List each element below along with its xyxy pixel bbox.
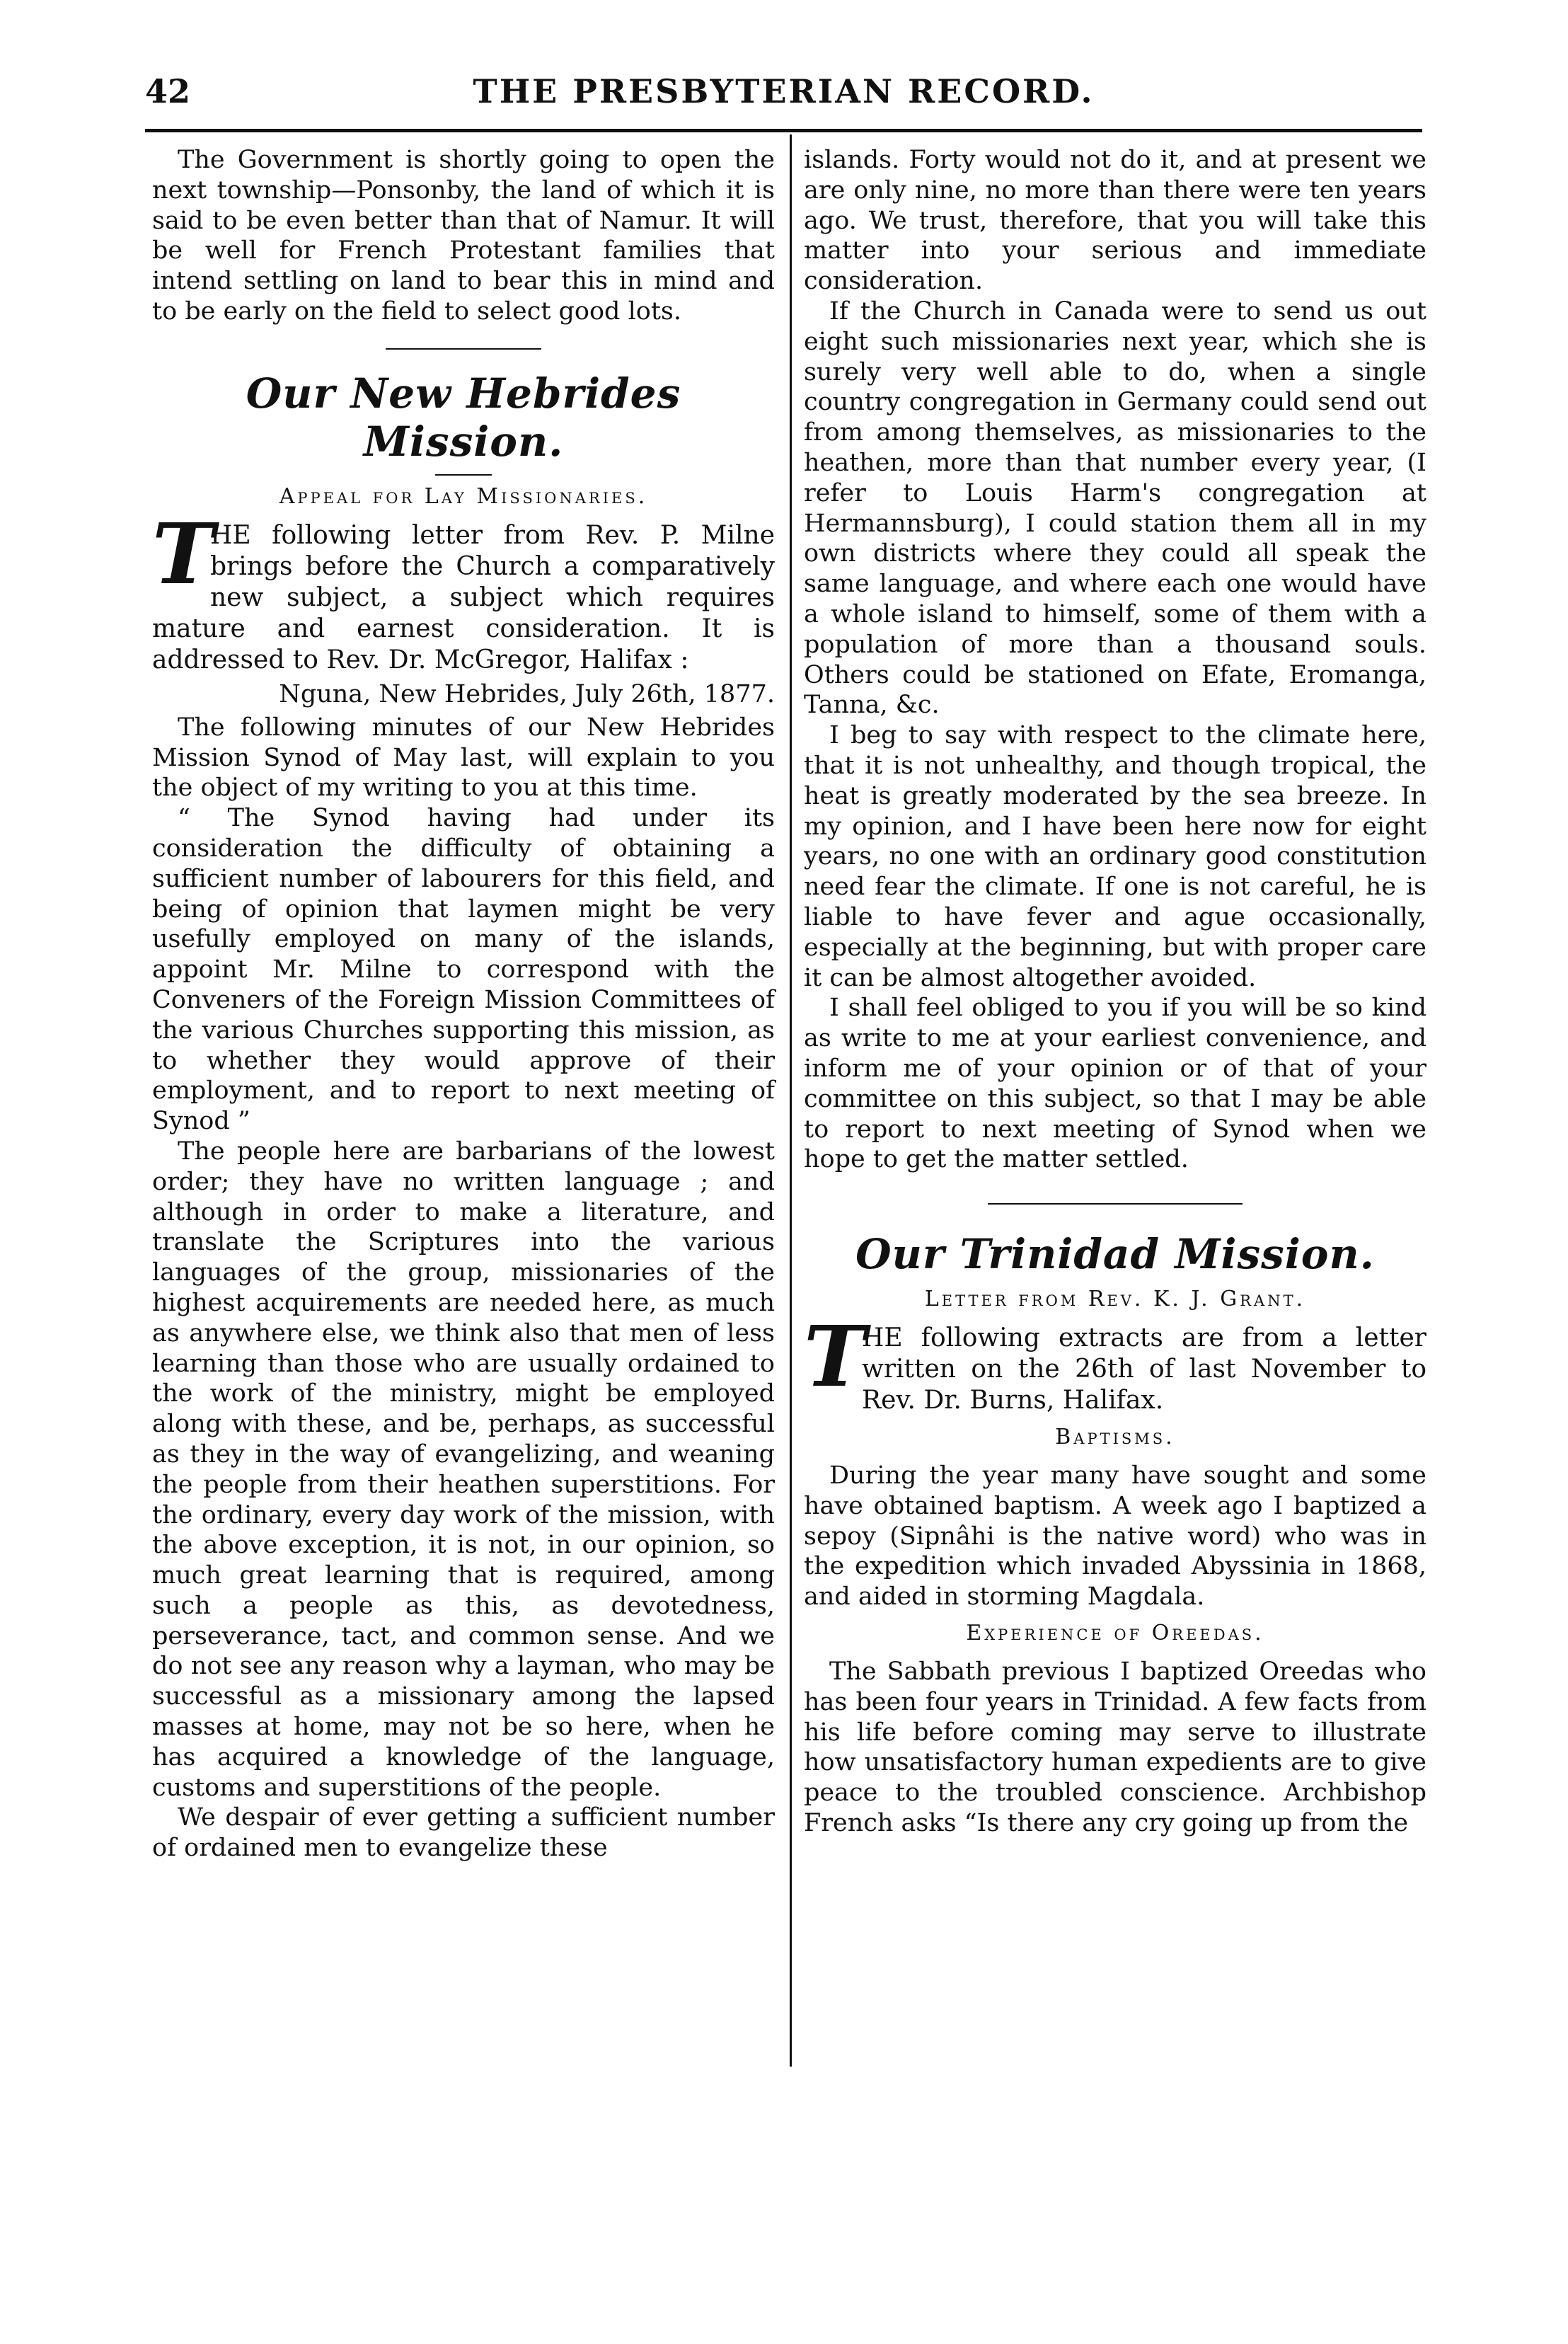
body-paragraph: During the year many have sought and some have obtained baptism. A week ago I baptized a sepoy (Sipnâhi is the native word) who was in the expedition which invaded Abyssinia in 1868, and aided in storming Magdala. xyxy=(804,1461,1426,1612)
section-separator xyxy=(386,348,541,350)
body-paragraph: We despair of ever getting a sufficient number of ordained men to evangelize these xyxy=(152,1803,775,1863)
body-paragraph: I beg to say with respect to the climate here, that it is not unhealthy, and though tropical, the heat is greatly moderated by the sea breeze. In my opinion, and I have been here now for eight years, no one with an ordinary good constitution need fear the climate. If one is not careful, he is liable to have fever and ague occasionally, especially at the beginning, but with proper care it can be almost altogether avoided. xyxy=(804,721,1426,992)
new-hebrides-subheading: Appeal for Lay Missionaries. xyxy=(279,483,648,509)
new-hebrides-heading: Our New Hebrides Mission. xyxy=(246,369,681,466)
trinidad-subheading: Letter from Rev. K. J. Grant. xyxy=(924,1287,1306,1312)
page-header xyxy=(145,72,1422,115)
left-column xyxy=(152,145,775,1863)
drop-cap-block xyxy=(804,1307,1426,1416)
body-paragraph: I shall feel obliged to you if you will be so kind as write to me at your earliest convenience, and inform me of your opinion or of that of your committee on this subject, so that I may be able to report to next meeting of Synod when we hope to get the matter settled. xyxy=(804,994,1426,1174)
body-paragraph: The people here are barbarians of the lowest order; they have no written language ; and although in order to make a literature, and translate the Scriptures into the various languages of the group, missionaries of the highest acquirements are needed here, as much as anywhere else, we think also that men of less learning than those who are usually ordained to the work of the ministry, might be employed along with these, and be, perhaps, as successful as they in the way of evangelizing, and weaning the people from their heathen superstitions. For the ordinary, every day work of the mission, with the above exception, it is not, in our opinion, so much great learning that is required, among such a people as this, as devotedness, perseverance, tact, and common sense. And we do not see any reason why a layman, who may be successful as a missionary among the lapsed masses at home, may not be so here, when he has acquired a knowledge of the language, customs and superstitions of the people. xyxy=(152,1137,775,1802)
heading-rule xyxy=(435,474,492,476)
intro-paragraph: The Government is shortly going to open the next township—Ponsonby, the land of which it is said to be even better than that of Namur. It will be well for French Protestant families that intend settling on land to bear this in mind and to be early on the field to select good lots. xyxy=(152,146,775,326)
publication-title: THE PRESBYTERIAN RECORD. xyxy=(473,72,1095,110)
drop-cap-block xyxy=(152,504,775,676)
letter-intro-paragraph: HE following letter from Rev. P. Milne brings before the Church a comparatively new subject, a subject which requires mature and earnest consideration. It is addressed to Rev. Dr. McGregor, Halifax : xyxy=(152,520,775,674)
baptisms-subheading: Baptisms. xyxy=(1055,1425,1175,1450)
body-paragraph: The Sabbath previous I baptized Oreedas who has been four years in Trinidad. A few facts from his life before coming may serve to illustrate how unsatisfactory human expedients are to give peace to the troubled conscience. Archbishop French asks “Is there any cry going up from the xyxy=(804,1658,1426,1838)
page-number: 42 xyxy=(145,72,191,110)
trinidad-heading: Our Trinidad Mission. xyxy=(855,1230,1375,1279)
drop-cap: T xyxy=(152,504,214,603)
body-paragraph: “ The Synod having had under its consideration the difficulty of obtaining a sufficient number of labourers for this field, and being of opinion that laymen might be very usefully employed on many of the islands, appoint Mr. Milne to correspond with the Conveners of the Foreign Mission Committees of the various Churches supporting this mission, as to whether they would approve of their employment, and to report to next meeting of Synod ” xyxy=(152,804,775,1136)
drop-cap: T xyxy=(804,1307,866,1406)
letter-dateline: Nguna, New Hebrides, July 26th, 1877. xyxy=(279,679,775,708)
letter-intro-paragraph: HE following extracts are from a letter written on the 26th of last November to Rev. Dr. Burns, Halifax. xyxy=(862,1323,1426,1415)
section-separator xyxy=(988,1203,1243,1205)
body-paragraph: If the Church in Canada were to send us out eight such missionaries next year, which she is surely very well able to do, when a single country congregation in Germany could send out from among themselves, as missionaries to the heathen, more than that number every year, (I refer to Louis Harm's congregation at Hermannsburg), I could station them all in my own districts where they could all speak the same language, and where each one would have a whole island to himself, some of them with a population of more than a thousand souls. Others could be stationed on Efate, Eromanga, Tanna, &c. xyxy=(804,297,1426,720)
oreedas-subheading: Experience of Oreedas. xyxy=(966,1621,1264,1646)
body-paragraph: The following minutes of our New Hebrides Mission Synod of May last, will explain to you the object of my writing to you at this time. xyxy=(152,713,775,803)
body-paragraph: islands. Forty would not do it, and at present we are only nine, no more than there were ten years ago. We trust, therefore, that you will take this matter into your serious and immediate consideration. xyxy=(804,146,1426,296)
right-column xyxy=(804,145,1426,1839)
header-rule xyxy=(145,129,1422,132)
column-divider xyxy=(790,134,792,2067)
